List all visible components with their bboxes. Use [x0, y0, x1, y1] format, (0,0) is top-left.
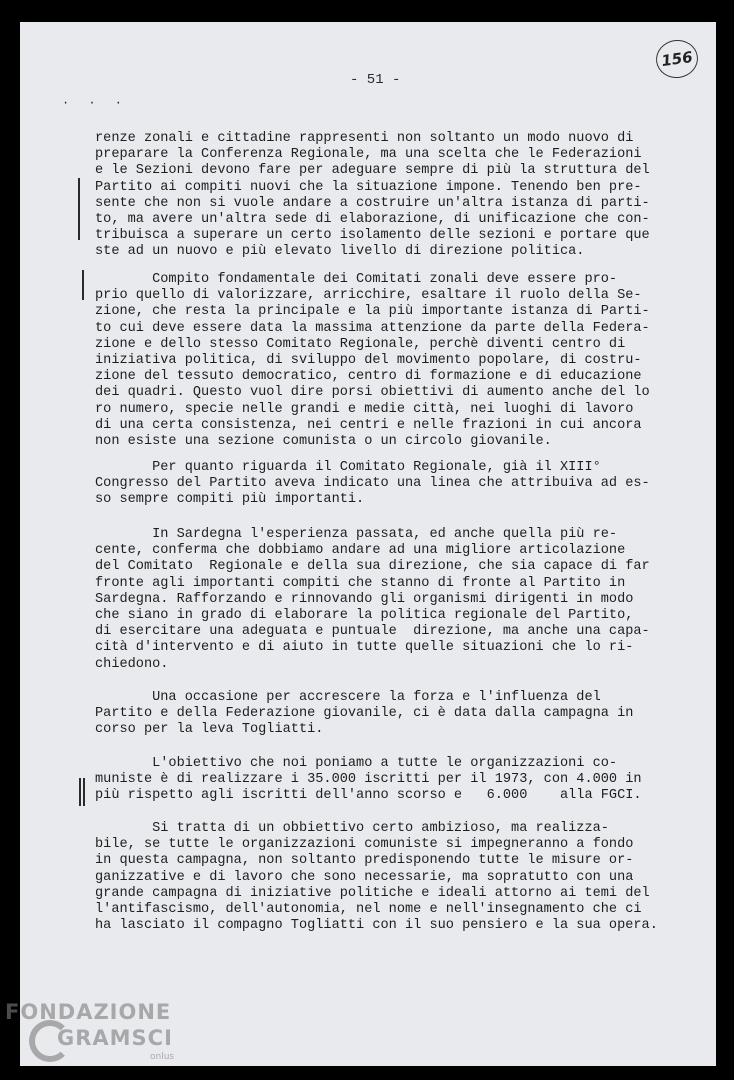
paragraph: Una occasione per accrescere la forza e l'influenza del Partito e della Federazione giovanile, ci è data dalla campagna in corso per la leva Togliatti.	[95, 690, 634, 738]
archive-number-stamp: 156	[654, 37, 701, 80]
paragraph: L'obiettivo che noi poniamo a tutte le organizzazioni co- muniste è di realizzare i 35.000 iscritti per il 1973, con 4.000 in più rispetto agli iscritti dell'anno scorso e 6.000 alla FGCI.	[95, 756, 642, 804]
margin-mark-line	[83, 778, 85, 806]
ink-specks: · · ·	[62, 96, 129, 110]
paragraph: renze zonali e cittadine rappresenti non soltanto un modo nuovo di preparare la Conferenza Regionale, ma una scelta che le Federazioni e le Sezioni devono fare per adeguare sempre di più la struttura del Partito ai compiti nuovi che la situazione impone. Tenendo ben pre- sente che non si vuole andare a costruire un'altra istanza di parti- to, ma avere un'altra sede di elaborazione, di unificazione che con- tribuisca a superare un certo isolamento delle sezioni e portare que ste ad un nuovo e più elevato livello di direzione politica.	[95, 131, 650, 260]
page-number: - 51 -	[350, 72, 401, 88]
paragraph: In Sardegna l'esperienza passata, ed anche quella più re- cente, conferma che dobbiamo andare ad una migliore articolazione del Comitato Regionale e della sua direzione, che sia capace di far fronte agli importanti compiti che stanno di fronte al Partito in Sardegna. Rafforzando e rinnovando gli organismi dirigenti in modo che siano in grado di elaborare la politica regionale del Partito, di esercitare una adeguata e puntuale direzione, ma anche una capa- cità d'intervento e di aiuto in tutte quelle situazioni che lo ri- chiedono.	[95, 527, 650, 672]
paragraph: Per quanto riguarda il Comitato Regionale, già il XIII° Congresso del Partito aveva indicato una linea che attribuiva ad es- so sempre compiti più importanti.	[95, 460, 650, 508]
margin-mark-line	[78, 178, 80, 240]
paragraph: Si tratta di un obbiettivo certo ambizioso, ma realizza- bile, se tutte le organizzazioni comuniste si impegneranno a fondo in questa campagna, non soltanto predisponendo tutte le misure or- ganizzative e di lavoro che sono necessarie, ma sopratutto con una grande campagna di iniziative politiche e ideali attorno ai temi del l'antifascismo, dell'autonomia, nel nome e nell'insegnamento che ci ha lasciato il compagno Togliatti con il suo pensiero e la sua opera.	[95, 821, 658, 934]
paragraph: Compito fondamentale dei Comitati zonali deve essere pro- prio quello di valorizzare, arricchire, esaltare il ruolo della Se- zione, che resta la principale e la più importante istanza di Parti- to cui deve essere data la massima attenzione da parte della Federa- zione e dello stesso Comitato Regionale, perchè diventi centro di iniziativa politica, di sviluppo del movimento popolare, di costru- zione del tessuto democratico, centro di formazione e di educazione dei quadri. Questo vuol dire porsi obiettivi di aumento anche del lo ro numero, specie nelle grandi e medie città, nei luoghi di lavoro di una certa consistenza, nei centri e nelle frazioni in cui ancora non esiste una sezione comunista o un circolo giovanile.	[95, 272, 650, 450]
margin-mark-line	[82, 270, 84, 300]
margin-mark-line	[79, 778, 81, 806]
